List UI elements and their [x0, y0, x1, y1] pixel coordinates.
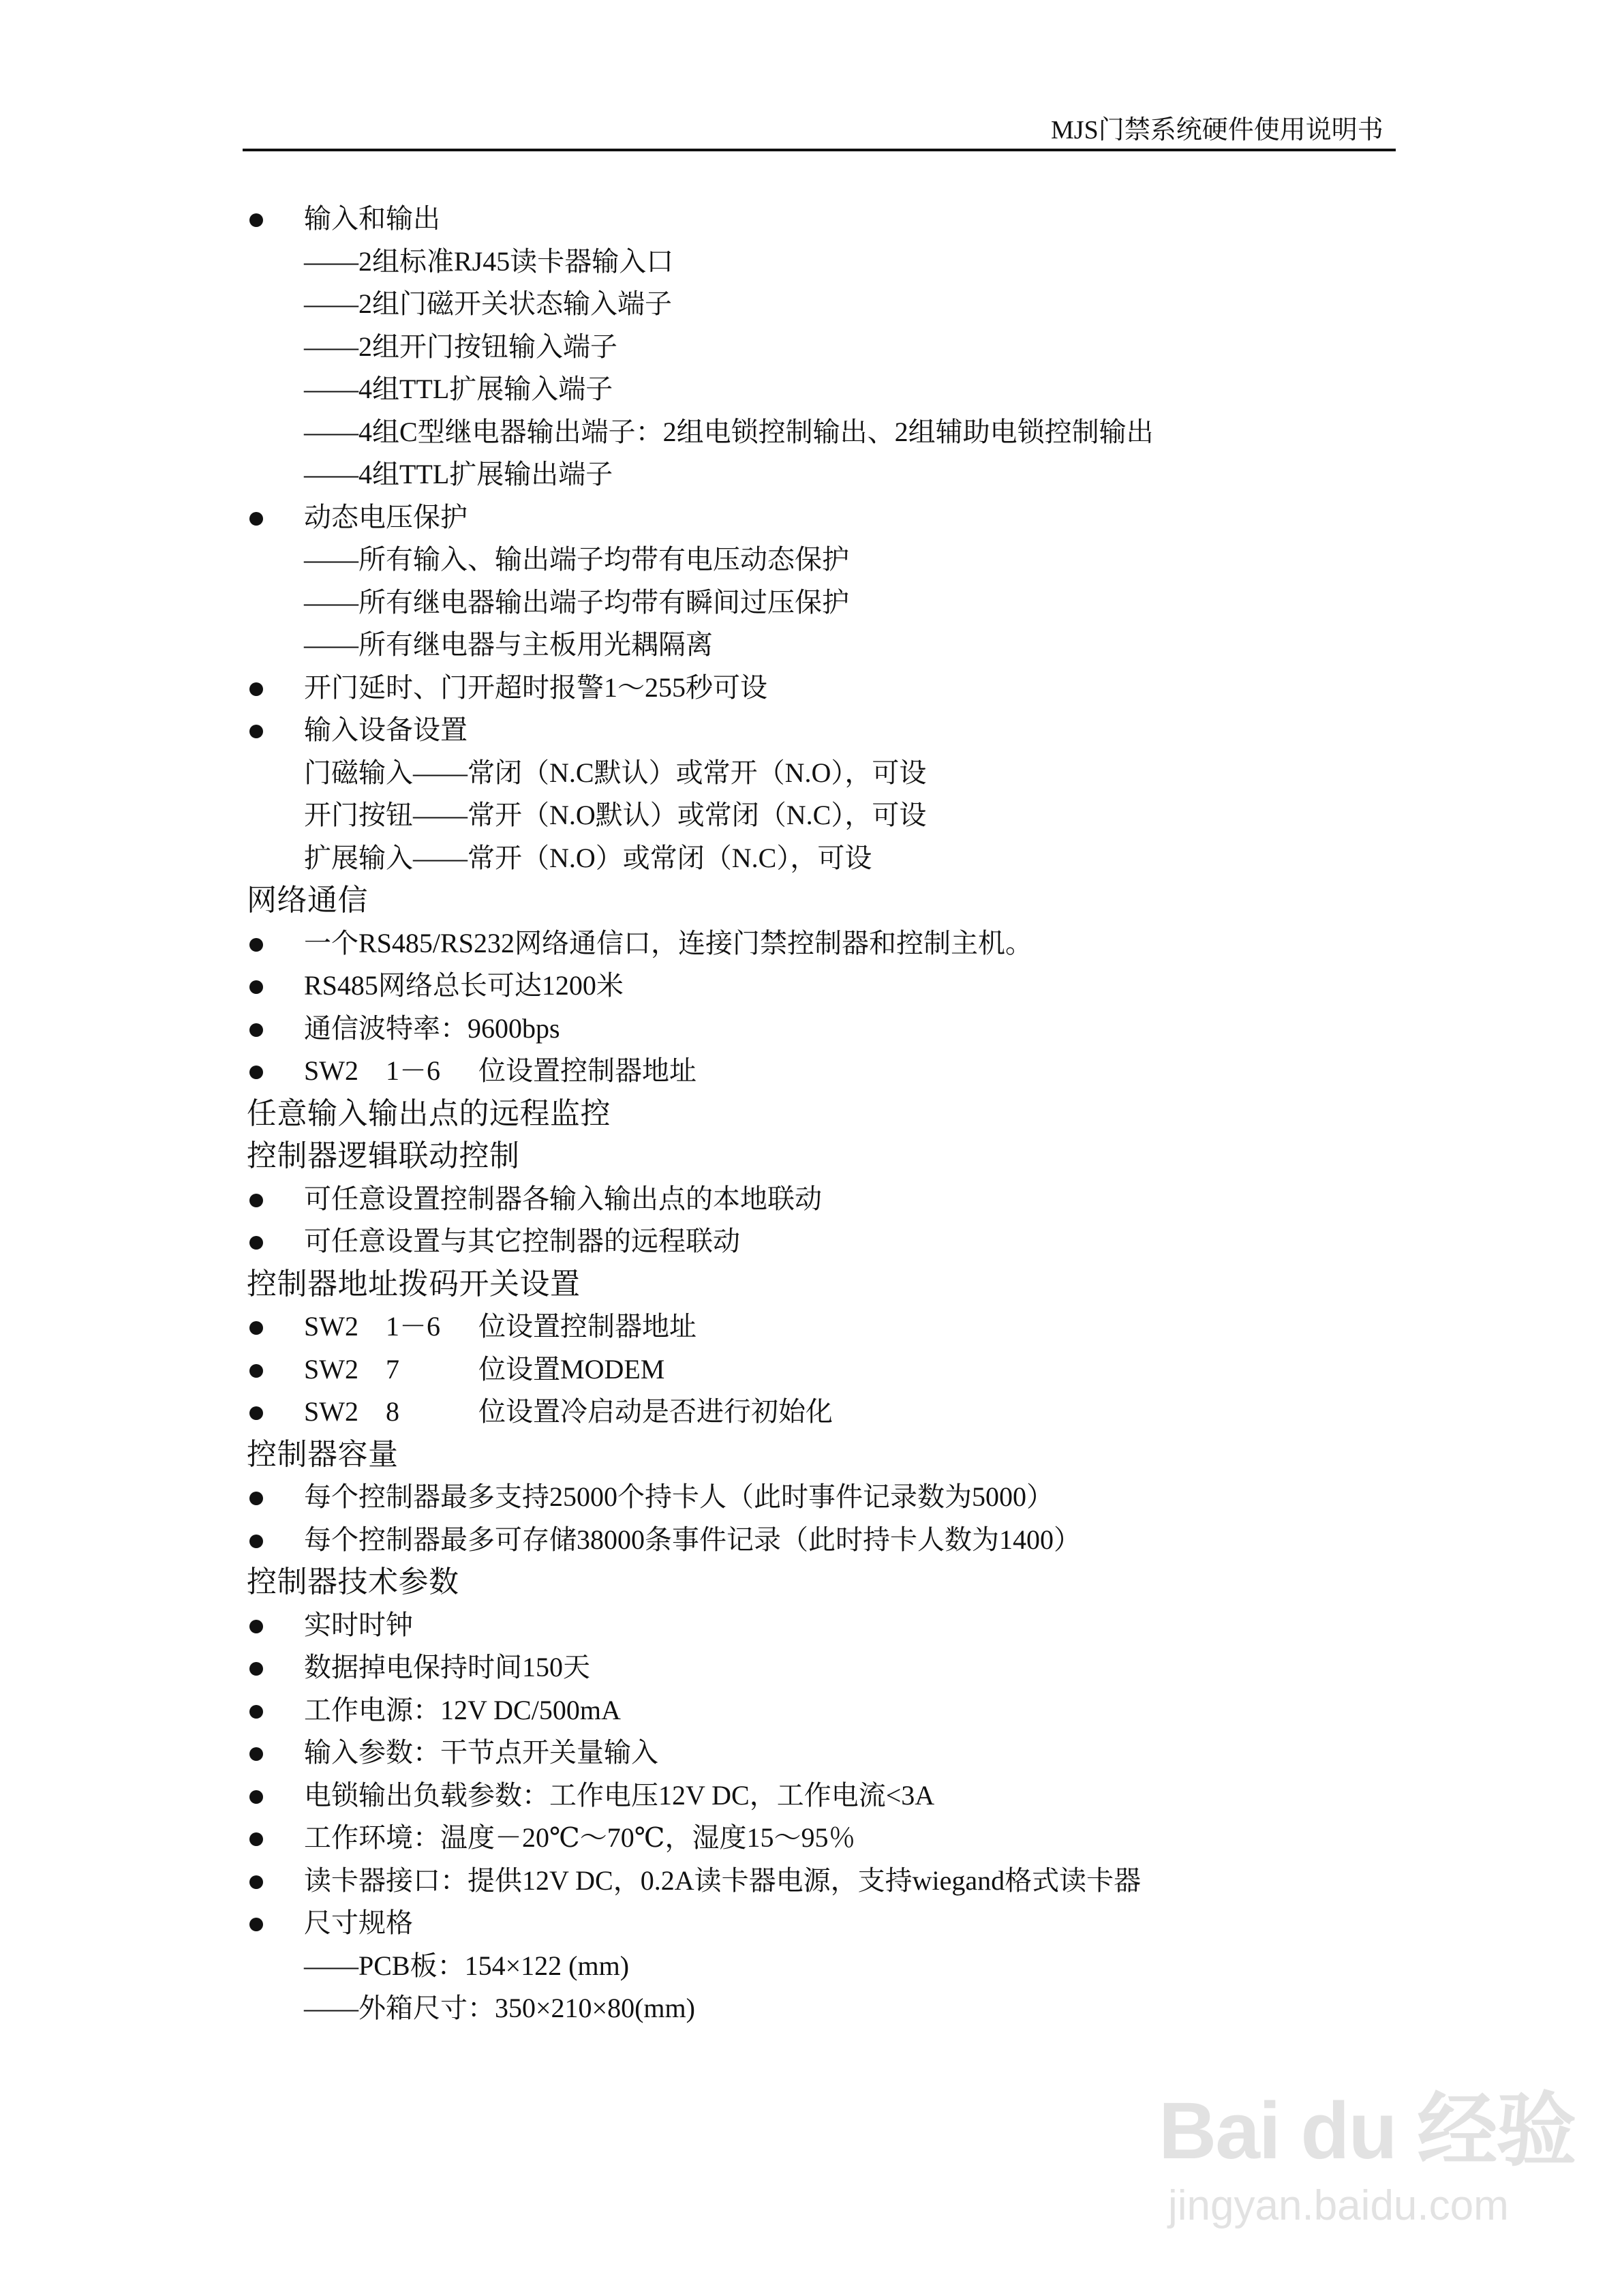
section-heading: 任意输入输出点的远程监控 [247, 1096, 611, 1130]
bullet-item: 工作环境：温度－20℃～70℃，湿度15～95％ [247, 1817, 1405, 1860]
bullet-item: 可任意设置与其它控制器的远程联动 [247, 1220, 1405, 1263]
bullet-item: RS485网络总长可达1200米 [247, 965, 1405, 1008]
switch-setting-item [247, 1050, 1405, 1093]
switch-description: 位设置控制器地址 [478, 1055, 697, 1086]
bullet-item: 读卡器接口：提供12V DC，0.2A读卡器电源，支持wiegand格式读卡器 [247, 1860, 1405, 1903]
bullet-item: 输入参数：干节点开关量输入 [247, 1732, 1405, 1774]
bullet-item: 数据掉电保持时间150天 [247, 1646, 1405, 1689]
bullet-item: 通信波特率：9600bps [247, 1008, 1405, 1051]
sub-item: 开门按钮——常开（N.O默认）或常闭（N.C），可设 [304, 800, 927, 830]
bullet-item: 一个RS485/RS232网络通信口，连接门禁控制器和控制主机。 [247, 922, 1405, 965]
section-heading: 控制器容量 [247, 1437, 399, 1471]
bullet-item: 开门延时、门开超时报警1～255秒可设 [247, 667, 1405, 710]
running-header: MJS门禁系统硬件使用说明书 [1051, 116, 1383, 145]
switch-setting-item [247, 1305, 1405, 1348]
switch-code: SW2 1－6 [304, 1055, 440, 1086]
document-body [247, 198, 1405, 2030]
bullet-item: 每个控制器最多可存储38000条事件记录（此时持卡人数为1400） [247, 1519, 1405, 1562]
switch-description: 位设置控制器地址 [478, 1311, 697, 1342]
watermark-url: jingyan.baidu.com [1168, 2182, 1509, 2229]
section-heading: 网络通信 [247, 883, 368, 917]
sub-item: ——PCB板：154×122 (mm) [304, 1950, 630, 1981]
sub-item: ——外箱尺寸：350×210×80(mm) [304, 1993, 695, 2023]
header-rule [243, 149, 1396, 151]
switch-setting-item [247, 1348, 1405, 1391]
bullet-item: 输入设备设置 [247, 709, 1405, 752]
sub-item: ——4组TTL扩展输入端子 [304, 374, 613, 404]
sub-item: 门磁输入——常闭（N.C默认）或常开（N.O），可设 [304, 757, 927, 788]
switch-setting-item [247, 1391, 1405, 1434]
switch-description: 位设置MODEM [478, 1353, 665, 1385]
bullet-item: 可任意设置控制器各输入输出点的本地联动 [247, 1178, 1405, 1221]
sub-item: ——2组标准RJ45读卡器输入口 [304, 245, 674, 277]
bullet-item: 尺寸规格 [247, 1902, 1405, 1945]
watermark-brand: Bai du 经验 [1159, 2086, 1576, 2176]
sub-item: ——2组开门按钮输入端子 [304, 331, 617, 362]
sub-item: ——所有继电器输出端子均带有瞬间过压保护 [304, 586, 849, 618]
bullet-item: 动态电压保护 [247, 496, 1405, 539]
baidu-jingyan-watermark [1159, 2052, 1576, 2256]
sub-item: 扩展输入——常开（N.O）或常闭（N.C），可设 [304, 842, 872, 873]
switch-code: SW2 1－6 [304, 1311, 440, 1342]
sub-item: ——所有继电器与主板用光耦隔离 [304, 629, 713, 660]
bullet-item: 实时时钟 [247, 1604, 1405, 1647]
section-heading: 控制器技术参数 [247, 1565, 459, 1599]
section-heading: 控制器逻辑联动控制 [247, 1139, 520, 1173]
sub-item: ——4组TTL扩展输出端子 [304, 459, 613, 489]
bullet-item: 每个控制器最多支持25000个持卡人（此时事件记录数为5000） [247, 1476, 1405, 1519]
section-heading: 控制器地址拨码开关设置 [247, 1267, 581, 1301]
bullet-item: 电锁输出负载参数：工作电压12V DC，工作电流<3A [247, 1774, 1405, 1817]
sub-item: ——4组C型继电器输出端子：2组电锁控制输出、2组辅助电锁控制输出 [304, 416, 1154, 447]
switch-code: SW2 8 [304, 1396, 399, 1427]
switch-description: 位设置冷启动是否进行初始化 [478, 1396, 833, 1427]
sub-item: ——2组门磁开关状态输入端子 [304, 288, 672, 319]
switch-code: SW2 7 [304, 1353, 399, 1385]
bullet-item: 输入和输出 [247, 198, 1405, 241]
sub-item: ——所有输入、输出端子均带有电压动态保护 [304, 544, 849, 575]
bullet-item: 工作电源：12V DC/500mA [247, 1689, 1405, 1732]
